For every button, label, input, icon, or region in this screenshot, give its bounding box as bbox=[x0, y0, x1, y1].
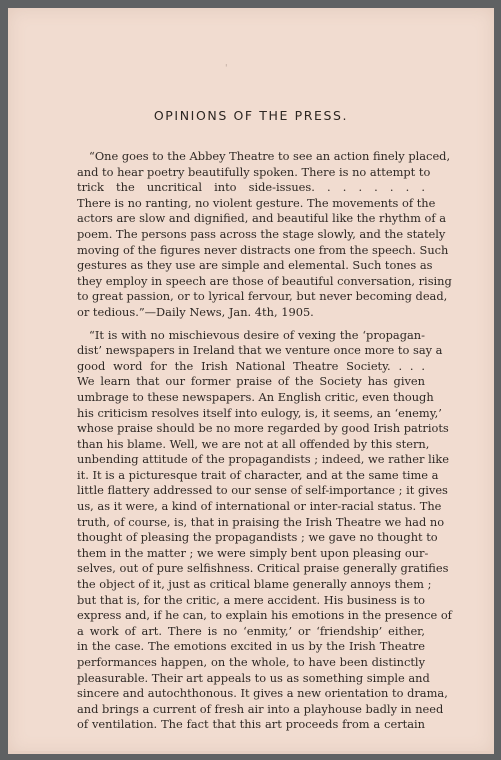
text-line: umbrage to these newspapers. An English critic, even though bbox=[77, 389, 434, 404]
text-line: a work of art. There is no ‘enmity,’ or ‘friendship’ either, bbox=[77, 623, 425, 638]
text-line: performances happen, on the whole, to have been distinctly bbox=[77, 655, 425, 669]
document-page bbox=[8, 8, 494, 754]
text-line: us, as it were, a kind of international or inter-racial status. The bbox=[77, 499, 442, 514]
page-bottom-edge bbox=[8, 751, 494, 754]
text-line: We learn that our former praise of the Society has given bbox=[77, 374, 425, 389]
faint-mark: ' bbox=[225, 64, 228, 74]
text-line: gestures as they use are simple and elemental. Such tones as bbox=[77, 258, 433, 273]
text-line: actors are slow and dignified, and beautiful like the rhythm of a bbox=[77, 211, 447, 226]
text-line: truth, of course, is, that in praising the Irish Theatre we had no bbox=[77, 514, 445, 529]
text-line: it. It is a picturesque trait of character, and at the same time a bbox=[77, 467, 439, 482]
text-line: moving of the figures never distracts one from the speech. Such bbox=[77, 242, 449, 257]
text-line: to great passion, or to lyrical fervour, but never becoming dead, bbox=[77, 289, 448, 304]
text-line: “It is with no mischievous desire of vexing the ‘propagan- bbox=[89, 327, 425, 342]
text-line: trick the uncritical into side-issues. . . . . . . . bbox=[77, 180, 425, 195]
paragraph-gap bbox=[77, 321, 425, 328]
text-line: them in the matter ; we were simply bent upon pleasing our- bbox=[77, 545, 429, 560]
text-line: sincere and autochthonous. It gives a new orientation to drama, bbox=[77, 686, 448, 701]
page-title: OPINIONS OF THE PRESS. bbox=[153, 108, 349, 123]
text-line: dist’ newspapers in Ireland that we venture once more to say a bbox=[77, 343, 443, 358]
text-line: but that is, for the critic, a mere accident. His business is to bbox=[77, 592, 425, 607]
text-line: “One goes to the Abbey Theatre to see an action finely placed, bbox=[89, 149, 451, 163]
text-line: little flattery addressed to our sense of self-importance ; it gives bbox=[77, 483, 448, 498]
text-line: selves, out of pure selfishness. Critical praise generally gratifies bbox=[77, 561, 449, 576]
body-text bbox=[77, 149, 452, 733]
paragraph-daily-news bbox=[77, 149, 452, 321]
text-line: thought of pleasing the propagandists ; we gave no thought to bbox=[77, 530, 438, 545]
paragraph-irish-theatre bbox=[77, 327, 452, 733]
text-line: good word for the Irish National Theatre Society. . . . bbox=[77, 358, 425, 373]
text-line: and brings a current of fresh air into a playhouse badly in need bbox=[77, 701, 444, 716]
text-line: whose praise should be no more regarded by good Irish patriots bbox=[77, 421, 449, 436]
text-line: express and, if he can, to explain his emotions in the presence of bbox=[77, 608, 452, 623]
text-line: than his blame. Well, we are not at all offended by this stern, bbox=[77, 436, 430, 451]
text-line: his criticism resolves itself into eulogy, is, it seems, an ‘enemy,’ bbox=[77, 405, 442, 420]
text-line: pleasurable. Their art appeals to us as something simple and bbox=[77, 670, 430, 685]
text-line: the object of it, just as critical blame generally annoys them ; bbox=[77, 577, 432, 592]
text-line: and to hear poetry beautifully spoken. There is no attempt to bbox=[77, 164, 431, 179]
text-line: There is no ranting, no violent gesture. The movements of the bbox=[77, 195, 436, 210]
text-line: they employ in speech are those of beautiful conversation, rising bbox=[77, 273, 452, 288]
text-line: in the case. The emotions excited in us by the Irish Theatre bbox=[77, 639, 425, 654]
text-line: poem. The persons pass across the stage slowly, and the stately bbox=[77, 226, 446, 241]
text-line: unbending attitude of the propagandists ; indeed, we rather like bbox=[77, 452, 450, 467]
text-line: of ventilation. The fact that this art proceeds from a certain bbox=[77, 717, 425, 732]
text-line: or tedious.”—Daily News, Jan. 4th, 1905. bbox=[77, 304, 314, 319]
